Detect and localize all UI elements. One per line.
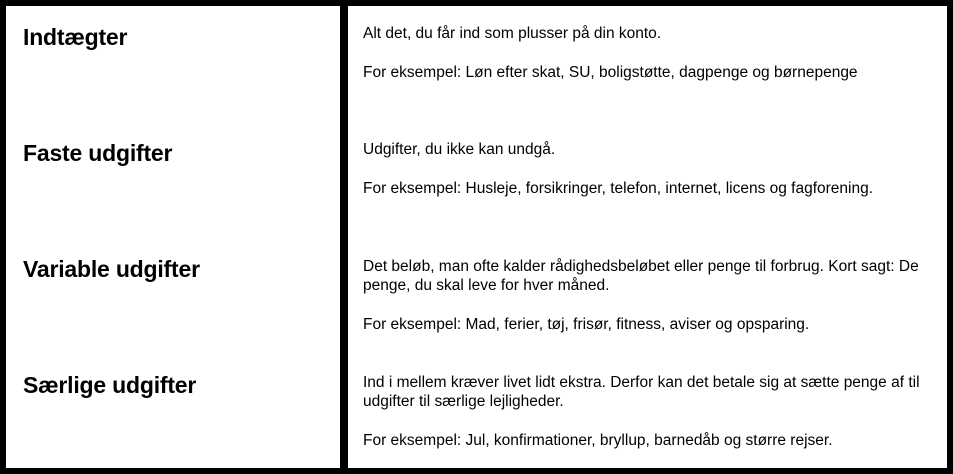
term-saerlige-udgifter: Særlige udgifter [23, 372, 197, 398]
description-faste-udgifter [363, 140, 943, 198]
description-indtaegter [363, 24, 943, 82]
term-indtaegter: Indtægter [23, 24, 128, 50]
descriptions-column [348, 6, 947, 468]
example-text: For eksempel: Mad, ferier, tøj, frisør, fitness, aviser og opsparing. [363, 316, 810, 333]
column-divider [340, 6, 348, 468]
description-text: Alt det, du får ind som plusser på din konto. [363, 25, 662, 42]
term-faste-udgifter: Faste udgifter [23, 140, 173, 166]
terms-column [6, 6, 340, 468]
description-text: Det beløb, man ofte kalder rådighedsbeløbet eller penge til forbrug. Kort sagt: De penge, du skal leve for hver måned. [363, 258, 919, 294]
description-text: Ind i mellem kræver livet lidt ekstra. Derfor kan det betale sig at sætte penge af til udgifter til særlige lejligheder. [363, 374, 920, 410]
description-saerlige-udgifter [363, 373, 943, 450]
term-variable-udgifter: Variable udgifter [23, 256, 200, 282]
example-text: For eksempel: Jul, konfirmationer, bryllup, barnedåb og større rejser. [363, 432, 833, 449]
example-text: For eksempel: Løn efter skat, SU, boligstøtte, dagpenge og børnepenge [363, 64, 858, 81]
description-variable-udgifter [363, 257, 943, 334]
description-text: Udgifter, du ikke kan undgå. [363, 141, 556, 158]
example-text: For eksempel: Husleje, forsikringer, telefon, internet, licens og fagforening. [363, 180, 874, 197]
